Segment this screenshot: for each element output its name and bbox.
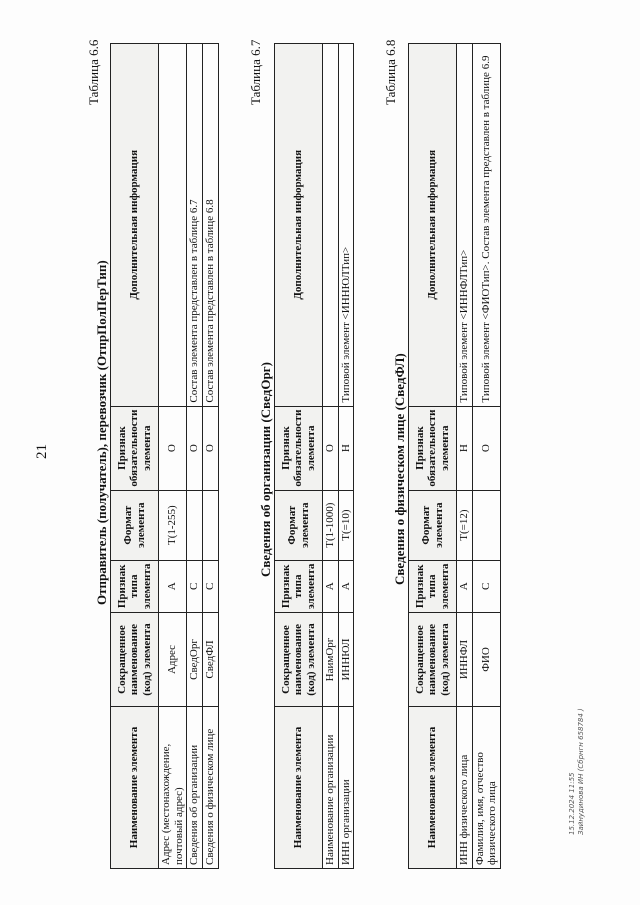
cell-required: Н [457,406,473,490]
col-header-name: Наименование элемента [409,707,457,869]
col-header-required: Признак обязательности элемента [111,406,159,490]
cell-required: О [472,406,500,490]
cell-type: С [472,560,500,612]
col-header-info: Дополнительная информация [275,44,323,407]
cell-required: О [159,406,187,490]
cell-code: ИННЮЛ [338,613,354,707]
table-row [323,44,339,869]
cell-name: ИНН физического лица [457,707,473,869]
table-6-8-title: Сведения о физическом лице (СведФЛ) [392,353,407,585]
cell-required: О [323,406,339,490]
table-6-6-title: Отправитель (получатель), перевозчик (ОтпрПолПерТип) [94,260,109,605]
cell-type: А [457,560,473,612]
cell-info: Типовой элемент <ИННЮЛТип> [338,44,354,407]
cell-info: Состав элемента представлен в таблице 6.8 [202,44,218,407]
table-6-7 [274,43,354,869]
cell-info [159,44,187,407]
col-header-code: Сокращенное наименование (код) элемента [275,613,323,707]
table-row [457,44,473,869]
table-header-row [275,44,323,869]
table-6-8-label: Таблица 6.8 [383,39,398,105]
cell-code: НаимОрг [323,613,339,707]
cell-required: Н [338,406,354,490]
cell-name: Фамилия, имя, отчество физического лица [472,707,500,869]
col-header-format: Формат элемента [275,490,323,560]
cell-format [472,490,500,560]
table-row [472,44,500,869]
cell-name: Сведения о физическом лице [202,707,218,869]
cell-code: СведФЛ [202,613,218,707]
col-header-name: Наименование элемента [275,707,323,869]
page-number: 21 [34,444,50,459]
cell-code: СведОрг [187,613,203,707]
col-header-format: Формат элемента [409,490,457,560]
col-header-code: Сокращенное наименование (код) элемента [409,613,457,707]
table-row [338,44,354,869]
cell-type: А [159,560,187,612]
cell-required: О [202,406,218,490]
cell-required: О [187,406,203,490]
signature-stamp [568,708,586,835]
cell-format [202,490,218,560]
cell-info: Состав элемента представлен в таблице 6.7 [187,44,203,407]
cell-format: T(1-255) [159,490,187,560]
col-header-type: Признак типа элемента [275,560,323,612]
cell-type: А [323,560,339,612]
col-header-required: Признак обязательности элемента [275,406,323,490]
table-row [159,44,187,869]
cell-format: T(1-1000) [323,490,339,560]
cell-format: T(=12) [457,490,473,560]
cell-info: Типовой элемент <ИННФЛТип> [457,44,473,407]
cell-name: Наименование организации [323,707,339,869]
cell-code: ИННФЛ [457,613,473,707]
col-header-required: Признак обязательности элемента [409,406,457,490]
table-header-row [111,44,159,869]
table-6-7-label: Таблица 6.7 [248,39,263,105]
table-header-row [409,44,457,869]
table-row [202,44,218,869]
cell-type: А [338,560,354,612]
table-row [187,44,203,869]
col-header-info: Дополнительная информация [409,44,457,407]
cell-code: ФИО [472,613,500,707]
cell-info [323,44,339,407]
col-header-name: Наименование элемента [111,707,159,869]
cell-type: С [187,560,203,612]
cell-format [187,490,203,560]
cell-type: С [202,560,218,612]
table-6-7-title: Сведения об организации (СведОрг) [258,362,273,577]
cell-name: ИНН организации [338,707,354,869]
cell-code: Адрес [159,613,187,707]
stamp-signer: Зайнудинова ИН (Сбрнгн 658784 ) [577,708,586,835]
cell-name: Адрес (местонахождение, почтовый адрес) [159,707,187,869]
cell-info: Типовой элемент <ФИОТип>. Состав элемента представлен в таблице 6.9 [472,44,500,407]
col-header-type: Признак типа элемента [111,560,159,612]
col-header-type: Признак типа элемента [409,560,457,612]
col-header-code: Сокращенное наименование (код) элемента [111,613,159,707]
cell-name: Сведения об организации [187,707,203,869]
cell-format: T(=10) [338,490,354,560]
col-header-info: Дополнительная информация [111,44,159,407]
stamp-date: 15.12.2024 11:55 [568,772,576,835]
col-header-format: Формат элемента [111,490,159,560]
table-6-6 [110,43,219,869]
table-6-6-label: Таблица 6.6 [86,39,101,105]
table-6-8 [408,43,501,869]
